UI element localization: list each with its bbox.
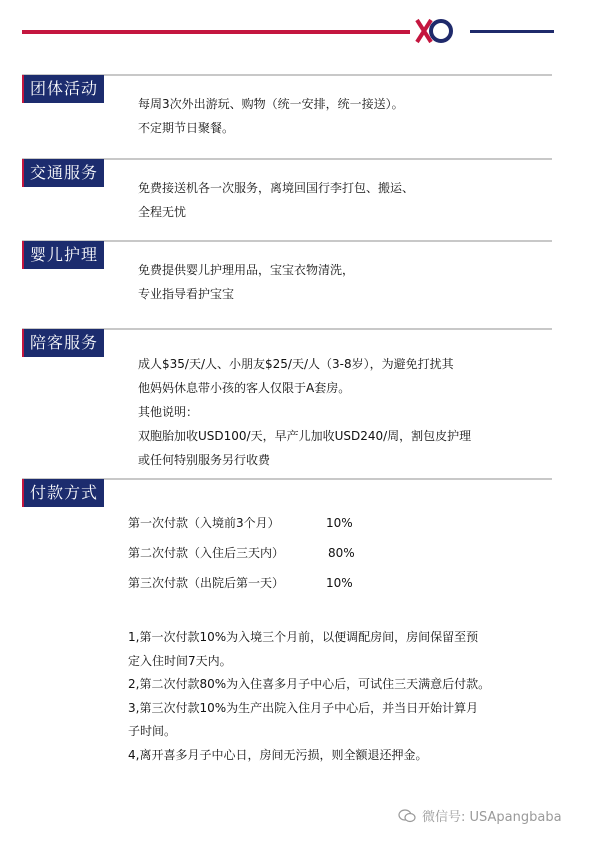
section-line: 全程无忧	[138, 205, 187, 219]
section-title: 陪客服务	[22, 329, 104, 357]
payment-percent: 80%	[328, 546, 355, 560]
payment-notes	[128, 626, 508, 767]
section-line: 每周3次外出游玩、购物（统一安排，统一接送）。	[138, 97, 404, 111]
section-line: 不定期节日聚餐。	[138, 121, 235, 135]
section-title: 交通服务	[22, 159, 104, 187]
payment-percent: 10%	[326, 516, 353, 530]
note-line: 2,第二次付款80%为入住喜多月子中心后，可试住三天满意后付款。	[128, 677, 491, 691]
payment-row	[128, 572, 428, 602]
section-line: 成人$35/天/人、小朋友$25/天/人（3-8岁），为避免打扰其	[138, 357, 454, 371]
section-line: 他妈妈休息带小孩的客人仅限于A套房。	[138, 381, 351, 395]
note-line: 定入住时间7天内。	[128, 653, 232, 668]
payment-percent: 10%	[326, 576, 353, 590]
section-line: 专业指导看护宝宝	[138, 287, 235, 301]
payment-label: 第二次付款（入住后三天内）	[128, 546, 285, 560]
note-line: 1,第一次付款10%为入境三个月前，以便调配房间，房间保留至预	[128, 630, 479, 644]
payment-row	[128, 542, 428, 572]
payment-label: 第一次付款（入境前3个月）	[128, 516, 280, 530]
brand-logo-icon	[414, 16, 454, 46]
note-line: 3,第三次付款10%为生产出院入住月子中心后，并当日开始计算月	[128, 700, 479, 715]
note-line: 子时间。	[128, 724, 177, 738]
watermark-text: 微信号: USApangbaba	[422, 810, 562, 825]
note-line: 4,离开喜多月子中心日，房间无污损，则全额退还押金。	[128, 747, 428, 762]
wechat-watermark	[398, 806, 562, 825]
header-red-bar	[22, 30, 410, 34]
section-line: 其他说明：	[138, 405, 199, 419]
payment-schedule	[128, 512, 428, 602]
section-title: 团体活动	[22, 75, 104, 103]
wechat-icon	[398, 809, 416, 823]
section-line: 或任何特别服务另行收费	[138, 453, 271, 467]
section-title: 婴儿护理	[22, 241, 104, 269]
section-line: 免费提供婴儿护理用品，宝宝衣物清洗，	[138, 263, 355, 277]
payment-row	[128, 512, 428, 542]
header-navy-bar	[470, 30, 554, 33]
section-line: 免费接送机各一次服务，离境回国行李打包、搬运、	[138, 181, 415, 195]
payment-label: 第三次付款（出院后第一天）	[128, 576, 285, 590]
section-title: 付款方式	[22, 479, 104, 507]
section-line: 双胞胎加收USD100/天，早产儿加收USD240/周，割包皮护理	[138, 429, 472, 443]
